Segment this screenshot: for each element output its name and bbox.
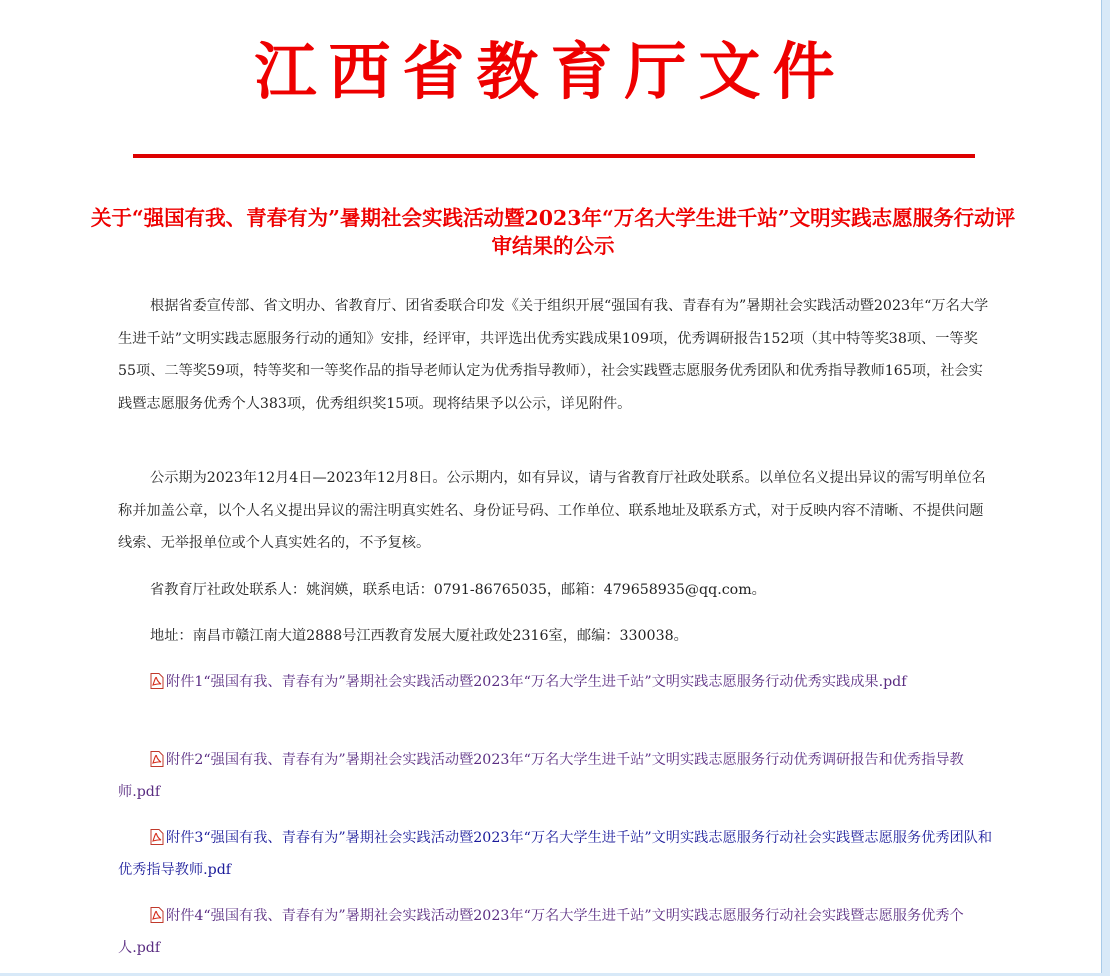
pdf-icon [150,903,164,919]
paragraph-objection-period: 公示期为2023年12月4日—2023年12月8日。公示期内，如有异议，请与省教育厅社政处联系。以单位名义提出异议的需写明单位名称并加盖公章，以个人名义提出异议的需注明真实姓名、身份证号码、工作单位、联系地址及联系方式，对于反映内容不清晰、不提供问题线索、无举报单位或个人真实姓名的，不予复核。 [118,470,986,551]
notice-title: 关于“强国有我、青春有为”暑期社会实践活动暨2023年“万名大学生进千站”文明实践志愿服务行动评审结果的公示 [90,206,1016,258]
attachment-item-2 [118,744,998,808]
paragraph-results: 根据省委宣传部、省文明办、省教育厅、团省委联合印发《关于组织开展“强国有我、青春有为”暑期社会实践活动暨2023年“万名大学生进千站”文明实践志愿服务行动的通知》安排，经评审，共评选出优秀实践成果109项，优秀调研报告152项（其中特等奖38项、一等奖55项、二等奖59项，特等奖和一等奖作品的指导老师认定为优秀指导教师），社会实践暨志愿服务优秀团队和优秀指导教师165项，社会实践暨志愿服务优秀个人383项，优秀组织奖15项。现将结果予以公示，详见附件。 [118,298,989,412]
letterhead-red-rule [133,154,975,158]
pdf-icon [150,747,164,763]
paragraph-contact: 省教育厅社政处联系人：姚润媖，联系电话：0791-86765035，邮箱：479658935@qq.com。 [150,582,766,598]
letterhead-title: 江西省教育厅文件 [254,35,847,108]
attachment-item-3 [118,822,998,886]
attachment-item-1 [118,666,998,698]
attachment-link-1[interactable]: 附件1“强国有我、青春有为”暑期社会实践活动暨2023年“万名大学生进千站”文明实践志愿服务行动优秀实践成果.pdf [166,674,907,690]
window-right-edge [1101,0,1110,976]
pdf-icon [150,669,164,685]
attachment-link-2[interactable]: 附件2“强国有我、青春有为”暑期社会实践活动暨2023年“万名大学生进千站”文明实践志愿服务行动优秀调研报告和优秀指导教师.pdf [118,752,964,800]
attachment-link-3[interactable]: 附件3“强国有我、青春有为”暑期社会实践活动暨2023年“万名大学生进千站”文明实践志愿服务行动社会实践暨志愿服务优秀团队和优秀指导教师.pdf [118,830,993,878]
attachment-link-4[interactable]: 附件4“强国有我、青春有为”暑期社会实践活动暨2023年“万名大学生进千站”文明实践志愿服务行动社会实践暨志愿服务优秀个人.pdf [118,908,964,956]
attachment-item-4 [118,900,998,964]
paragraph-address: 地址：南昌市赣江南大道2888号江西教育发展大厦社政处2316室，邮编：330038。 [150,628,688,644]
pdf-icon [150,825,164,841]
